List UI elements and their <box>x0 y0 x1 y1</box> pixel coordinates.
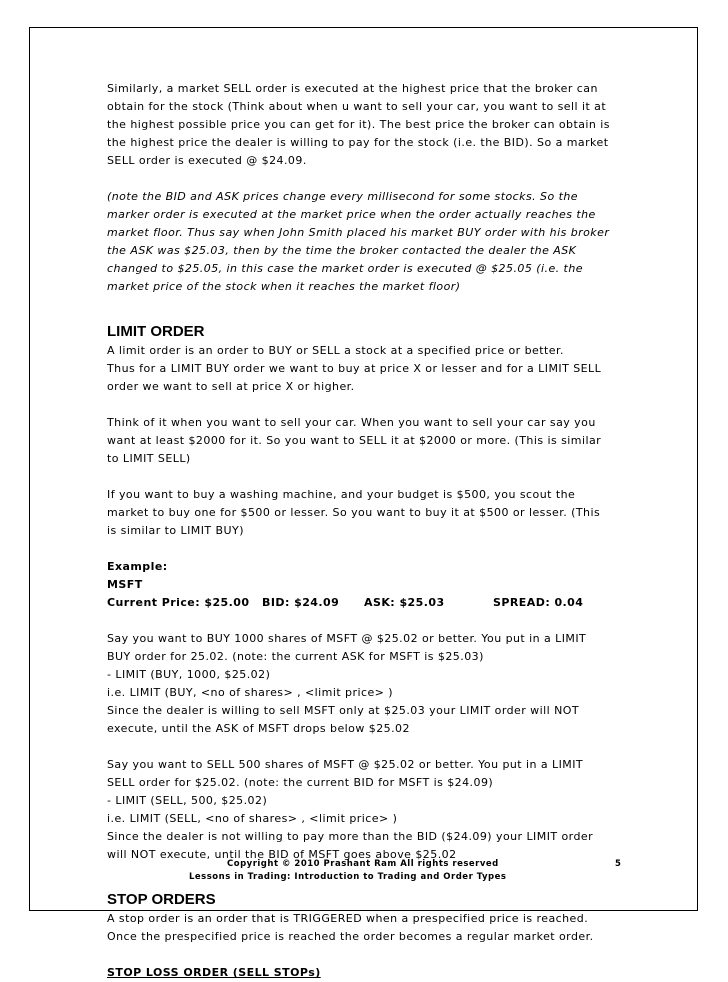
page-number: 5 <box>615 859 622 869</box>
text-line: Think of it when you want to sell your car. When you want to sell your car say you <box>107 416 596 429</box>
example-quote-row <box>107 594 627 612</box>
text-line: If you want to buy a washing machine, and your budget is $500, you scout the <box>107 488 576 501</box>
text-line: Say you want to SELL 500 shares of MSFT @ $25.02 or better. You put in a LIMIT <box>107 758 584 771</box>
text-line: execute, until the ASK of MSFT drops below $25.02 <box>107 722 410 735</box>
text-line: marker order is executed at the market price when the order actually reaches the <box>107 208 596 221</box>
example-block <box>107 558 627 612</box>
paragraph-stop-definition <box>107 910 627 946</box>
text-line: BUY order for 25.02. (note: the current ASK for MSFT is $25.03) <box>107 650 484 663</box>
subheading-stop-loss: STOP LOSS ORDER (SELL STOPs) <box>107 966 321 979</box>
current-price: Current Price: $25.00 <box>107 596 250 609</box>
text-line: to LIMIT SELL) <box>107 452 191 465</box>
text-line: - LIMIT (BUY, 1000, $25.02) <box>107 668 271 681</box>
text-line: the ASK was $25.03, then by the time the broker contacted the dealer the ASK <box>107 244 577 257</box>
paragraph-limit-sell-example <box>107 756 627 864</box>
paragraph-note-italic <box>107 188 627 296</box>
document-body <box>107 80 627 982</box>
text-line: A stop order is an order that is TRIGGERED when a prespecified price is reached. <box>107 912 589 925</box>
text-line: i.e. LIMIT (SELL, <no of shares> , <limit price> ) <box>107 812 398 825</box>
text-line: obtain for the stock (Think about when u want to sell your car, you want to sell it at <box>107 100 607 113</box>
text-line: SELL order for $25.02. (note: the current BID for MSFT is $24.09) <box>107 776 494 789</box>
text-line: SELL order is executed @ $24.09. <box>107 154 307 167</box>
text-line: Similarly, a market SELL order is executed at the highest price that the broker can <box>107 82 598 95</box>
text-line: the highest possible price you can get for it). The best price the broker can obtain is <box>107 118 610 131</box>
example-ticker: MSFT <box>107 578 143 591</box>
heading-limit-order: LIMIT ORDER <box>107 323 205 340</box>
spread: SPREAD: 0.04 <box>493 596 584 609</box>
text-line: Say you want to BUY 1000 shares of MSFT @ $25.02 or better. You put in a LIMIT <box>107 632 587 645</box>
example-label: Example: <box>107 560 168 573</box>
paragraph-limit-definition <box>107 342 627 396</box>
text-line: Since the dealer is willing to sell MSFT only at $25.03 your LIMIT order will NOT <box>107 704 580 717</box>
text-line: changed to $25.05, in this case the market order is executed @ $25.05 (i.e. the <box>107 262 583 275</box>
text-line: order we want to sell at price X or higher. <box>107 380 355 393</box>
text-line: is similar to LIMIT BUY) <box>107 524 244 537</box>
text-line: market to buy one for $500 or lesser. So you want to buy it at $500 or lesser. (This <box>107 506 601 519</box>
footer-subtitle: Lessons in Trading: Introduction to Trading and Order Types <box>189 872 507 882</box>
text-line: market price of the stock when it reaches the market floor) <box>107 280 461 293</box>
paragraph-limit-buy-example <box>107 630 627 738</box>
text-line: i.e. LIMIT (BUY, <no of shares> , <limit price> ) <box>107 686 394 699</box>
text-line: Thus for a LIMIT BUY order we want to buy at price X or lesser and for a LIMIT SELL <box>107 362 602 375</box>
text-line: A limit order is an order to BUY or SELL a stock at a specified price or better. <box>107 344 564 357</box>
paragraph-market-sell <box>107 80 627 170</box>
text-line: the highest price the dealer is willing to pay for the stock (i.e. the BID). So a market <box>107 136 609 149</box>
text-line: market floor. Thus say when John Smith placed his market BUY order with his broker <box>107 226 610 239</box>
paragraph-limit-car <box>107 414 627 468</box>
page-footer <box>107 858 627 884</box>
text-line: want at least $2000 for it. So you want to SELL it at $2000 or more. (This is similar <box>107 434 602 447</box>
text-line: (note the BID and ASK prices change every millisecond for some stocks. So the <box>107 190 578 203</box>
text-line: - LIMIT (SELL, 500, $25.02) <box>107 794 268 807</box>
text-line: Once the prespecified price is reached the order becomes a regular market order. <box>107 930 594 943</box>
footer-copyright: Copyright © 2010 Prashant Ram All rights reserved <box>227 859 499 869</box>
bid-price: BID: $24.09 <box>262 596 340 609</box>
text-line: Since the dealer is not willing to pay more than the BID ($24.09) your LIMIT order <box>107 830 594 843</box>
text-line: will NOT execute, until the BID of MSFT goes above $25.02 <box>107 848 457 861</box>
paragraph-limit-washing-machine <box>107 486 627 540</box>
heading-stop-orders: STOP ORDERS <box>107 891 216 908</box>
ask-price: ASK: $25.03 <box>364 596 445 609</box>
